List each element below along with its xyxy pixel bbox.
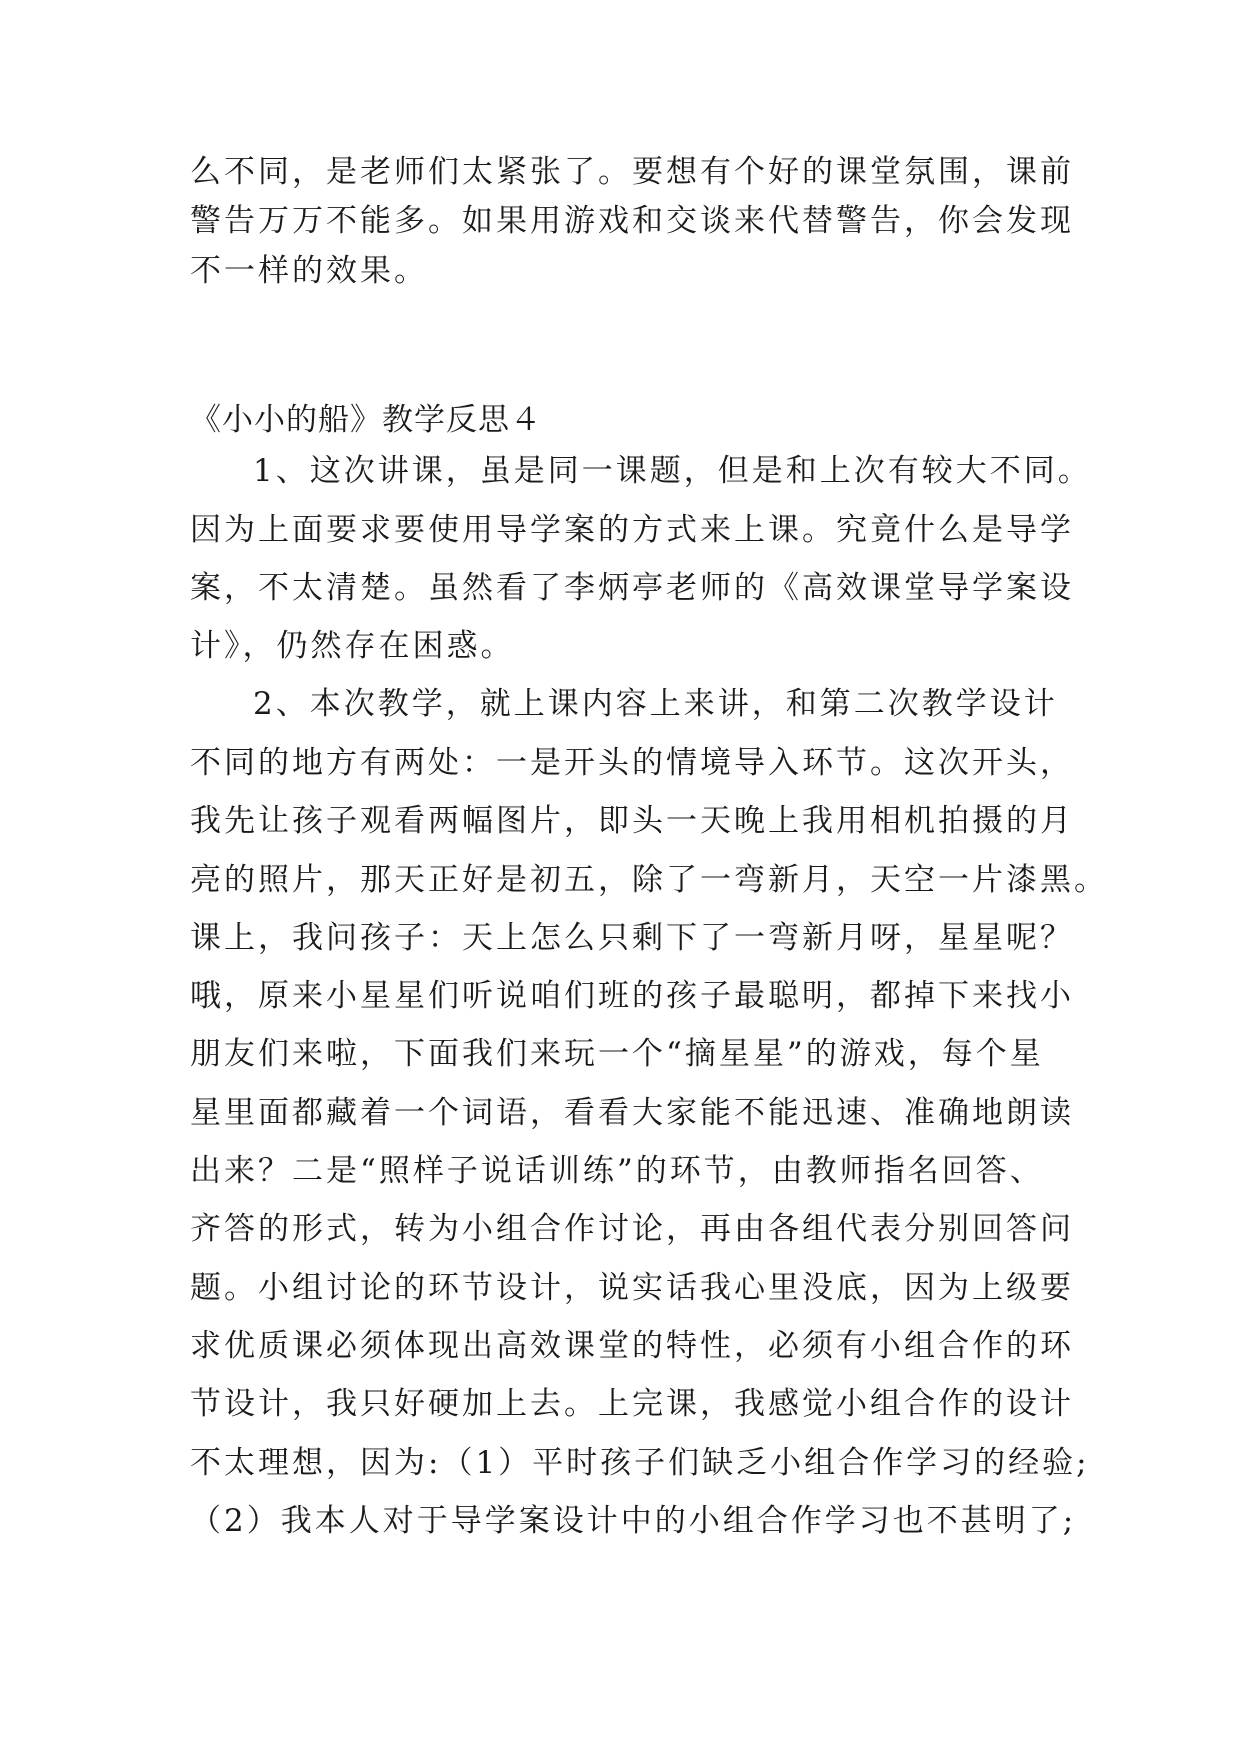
text-line: 2、本次教学，就上课内容上来讲，和第二次教学设计 xyxy=(253,686,1058,722)
text-line: 1、这次讲课，虽是同一课题，但是和上次有较大不同。 xyxy=(253,453,1092,489)
text-line: 节设计，我只好硬加上去。上完课，我感觉小组合作的设计 xyxy=(190,1386,1074,1422)
text-line: 课上，我问孩子：天上怎么只剩下了一弯新月呀，星星呢？ xyxy=(190,920,1074,956)
text-line: 求优质课必须体现出高效课堂的特性，必须有小组合作的环 xyxy=(190,1328,1074,1364)
section-title: 《小小的船》教学反思４ xyxy=(190,402,542,438)
text-line: 因为上面要求要使用导学案的方式来上课。究竟什么是导学 xyxy=(190,512,1074,548)
text-line: （2）我本人对于导学案设计中的小组合作学习也不甚明了; xyxy=(190,1503,1077,1539)
text-line: 星里面都藏着一个词语，看看大家能不能迅速、准确地朗读 xyxy=(190,1095,1074,1131)
text-line: 不太理想，因为:（1）平时孩子们缺乏小组合作学习的经验; xyxy=(190,1445,1090,1481)
text-line: 么不同，是老师们太紧张了。要想有个好的课堂氛围，课前 xyxy=(190,154,1074,190)
text-line: 题。小组讨论的环节设计，说实话我心里没底，因为上级要 xyxy=(190,1270,1074,1306)
text-line: 警告万万不能多。如果用游戏和交谈来代替警告，你会发现 xyxy=(190,203,1074,239)
text-line: 哦，原来小星星们听说咱们班的孩子最聪明，都掉下来找小 xyxy=(190,978,1074,1014)
text-line: 出来？二是“照样子说话训练”的环节，由教师指名回答、 xyxy=(190,1153,1044,1189)
text-line: 齐答的形式，转为小组合作讨论，再由各组代表分别回答问 xyxy=(190,1211,1074,1247)
text-line: 不同的地方有两处：一是开头的情境导入环节。这次开头， xyxy=(190,745,1074,781)
text-line: 我先让孩子观看两幅图片，即头一天晚上我用相机拍摄的月 xyxy=(190,803,1074,839)
text-line: 案，不太清楚。虽然看了李炳亭老师的《高效课堂导学案设 xyxy=(190,570,1074,606)
text-line: 不一样的效果。 xyxy=(190,253,428,289)
text-line: 计》，仍然存在困惑。 xyxy=(190,628,515,664)
text-line: 朋友们来啦，下面我们来玩一个“摘星星”的游戏，每个星 xyxy=(190,1036,1044,1072)
text-line: 亮的照片，那天正好是初五，除了一弯新月，天空一片漆黑。 xyxy=(190,862,1108,898)
